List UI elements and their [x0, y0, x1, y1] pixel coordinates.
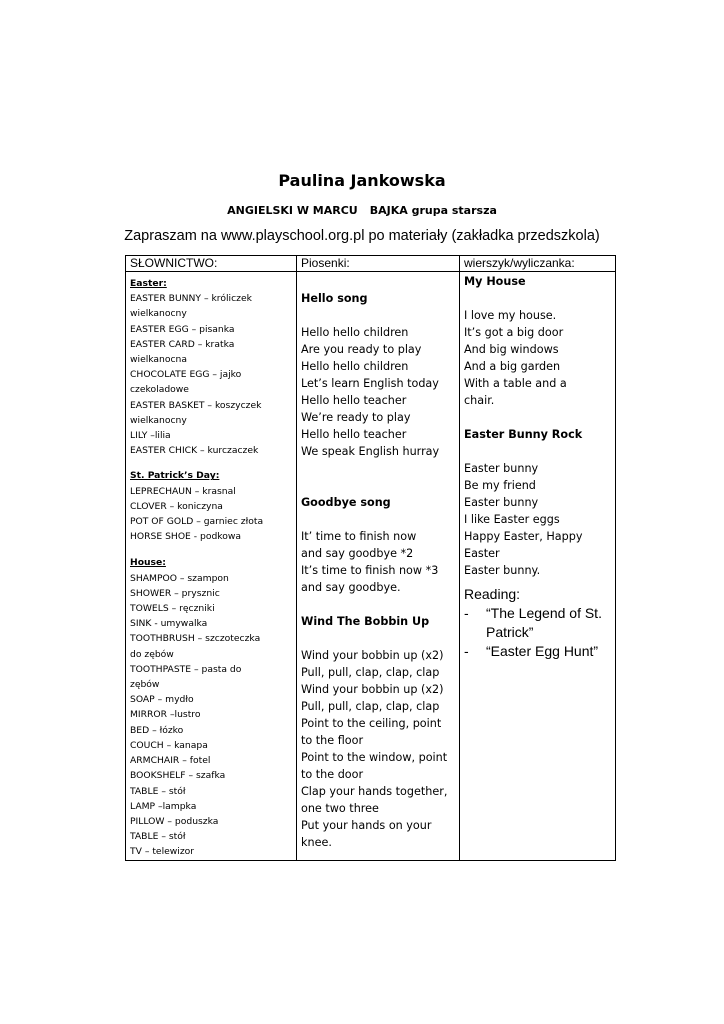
song-line: Point to the window, point: [301, 751, 448, 764]
rhyme-line: Easter: [464, 547, 500, 560]
rhyme-line: Easter bunny.: [464, 564, 541, 577]
header-songs: Piosenki:: [297, 256, 460, 272]
song-line: and say goodbye *2: [301, 547, 414, 560]
song-line: to the door: [301, 768, 364, 781]
song-line: one two three: [301, 802, 379, 815]
reading-item: - “Easter Egg Hunt”: [464, 643, 599, 659]
song-line: Hello hello children: [301, 360, 409, 373]
vocabulary-line: MIRROR –lustro: [130, 709, 201, 721]
vocabulary-line: LAMP –lampka: [130, 800, 197, 812]
rhyme-line: And big windows: [464, 343, 559, 356]
rhyme-line: Happy Easter, Happy: [464, 530, 583, 543]
header-vocabulary: SŁOWNICTWO:: [126, 256, 297, 272]
vocabulary-line: CLOVER – koniczyna: [130, 500, 223, 512]
spacer: [130, 458, 292, 468]
vocabulary-line: BED – łózko: [130, 724, 184, 736]
vocabulary-line: EASTER CHICK – kurczaczek: [130, 445, 259, 457]
song-line: Pull, pull, clap, clap, clap: [301, 666, 440, 679]
vocabulary-line: TOOTHBRUSH – szczoteczka: [130, 633, 261, 645]
vocabulary-line: HORSE SHOE - podkowa: [130, 531, 242, 543]
rhyme-title: My House: [464, 275, 526, 288]
song-line: We speak English hurray: [301, 445, 440, 458]
spacer: [464, 290, 611, 307]
song-line: to the floor: [301, 734, 364, 747]
vocabulary-line: COUCH – kanapa: [130, 739, 208, 751]
spacer: [464, 409, 611, 426]
vocabulary-line: TABLE – stół: [130, 831, 186, 843]
spacer: [301, 460, 455, 477]
rhyme-line: It’s got a big door: [464, 326, 564, 339]
song-line: Wind your bobbin up (x2): [301, 649, 444, 662]
invite-text: Zapraszam na www.playschool.org.pl po materiały (zakładka przedszkola): [124, 228, 600, 244]
spacer: [301, 273, 455, 290]
rhyme-line: I love my house.: [464, 309, 557, 322]
song-line: and say goodbye.: [301, 581, 401, 594]
song-line: We’re ready to play: [301, 411, 411, 424]
spacer: [130, 544, 292, 555]
spacer: [301, 477, 455, 494]
vocabulary-line: EASTER BASKET – koszyczek: [130, 399, 262, 411]
vocabulary-line: SHOWER – prysznic: [130, 587, 220, 599]
song-line: Wind your bobbin up (x2): [301, 683, 444, 696]
vocabulary-line: PILLOW – poduszka: [130, 815, 219, 827]
rhyme-line: Easter bunny: [464, 462, 539, 475]
song-line: Hello hello children: [301, 326, 409, 339]
song-line: Hello hello teacher: [301, 394, 407, 407]
reading-item: - “The Legend of St. Patrick”: [464, 605, 602, 640]
vocabulary-line: EASTER CARD – kratka: [130, 338, 235, 350]
spacer: [301, 307, 455, 324]
song-line: Point to the ceiling, point: [301, 717, 442, 730]
rhyme-line: Easter bunny: [464, 496, 539, 509]
vocabulary-line: BOOKSHELF – szafka: [130, 770, 226, 782]
page-title: Paulina Jankowska: [278, 171, 446, 190]
vocabulary-line: do zębów: [130, 648, 174, 660]
rhymes-cell: [460, 272, 616, 861]
spacer: [301, 511, 455, 528]
song-line: Put your hands on your: [301, 819, 432, 832]
song-line: Clap your hands together,: [301, 785, 448, 798]
subtitle-month: ANGIELSKI W MARCU: [227, 204, 358, 217]
song-line: It’s time to finish now *3: [301, 564, 439, 577]
rhyme-title: Easter Bunny Rock: [464, 428, 583, 441]
rhymes-list: [464, 273, 611, 579]
rhyme-line: Be my friend: [464, 479, 536, 492]
vocabulary-line: LEPRECHAUN – krasnal: [130, 485, 236, 497]
song-line: knee.: [301, 836, 332, 849]
vocabulary-cell: [126, 272, 297, 861]
vocabulary-line: EASTER BUNNY – króliczek: [130, 293, 252, 305]
reading-label: Reading:: [464, 586, 521, 602]
song-title: Wind The Bobbin Up: [301, 615, 430, 628]
songs-cell: [297, 272, 460, 861]
header-rhymes: wierszyk/wyliczanka:: [460, 256, 616, 272]
song-line: Are you ready to play: [301, 343, 422, 356]
vocabulary-line: TOOTHPASTE – pasta do: [130, 663, 242, 675]
vocabulary-line: SHAMPOO – szampon: [130, 572, 229, 584]
reading-section: [464, 585, 611, 661]
spacer: [464, 443, 611, 460]
vocabulary-line: wielkanocna: [130, 354, 188, 366]
reading-item-text: “Easter Egg Hunt”: [486, 643, 599, 659]
song-title: Goodbye song: [301, 496, 391, 509]
vocabulary-line: czekoladowe: [130, 384, 189, 396]
song-line: It’ time to finish now: [301, 530, 417, 543]
vocabulary-line: SINK - umywalka: [130, 618, 208, 630]
song-line: Let’s learn English today: [301, 377, 439, 390]
vocabulary-line: TABLE – stół: [130, 785, 186, 797]
lesson-table: [125, 255, 616, 861]
subtitle-group: BAJKA grupa starsza: [369, 204, 497, 217]
vocabulary-line: SOAP – mydło: [130, 694, 194, 706]
vocabulary-line: EASTER EGG – pisanka: [130, 323, 235, 335]
vocabulary-line: LILY –lilia: [130, 430, 171, 442]
vocabulary-line: POT OF GOLD – garniec złota: [130, 516, 264, 528]
reading-item-text: “The Legend of St. Patrick”: [486, 605, 602, 640]
spacer: [301, 630, 455, 647]
vocabulary-line: TOWELS – ręczniki: [130, 603, 215, 615]
rhyme-line: With a table and a: [464, 377, 567, 390]
song-line: Hello hello teacher: [301, 428, 407, 441]
vocabulary-section-heading: St. Patrick’s Day:: [130, 470, 220, 482]
vocabulary-line: CHOCOLATE EGG – jajko: [130, 369, 242, 381]
rhyme-line: And a big garden: [464, 360, 561, 373]
vocabulary-line: zębów: [130, 679, 160, 691]
spacer: [301, 596, 455, 613]
vocabulary-line: wielkanocny: [130, 414, 187, 426]
vocabulary-section-heading: House:: [130, 557, 166, 569]
vocabulary-line: wielkanocny: [130, 308, 187, 320]
vocabulary-section-heading: Easter:: [130, 278, 167, 289]
song-title: Hello song: [301, 292, 368, 305]
rhyme-line: chair.: [464, 394, 495, 407]
rhyme-line: I like Easter eggs: [464, 513, 560, 526]
vocabulary-line: TV – telewizor: [130, 846, 195, 858]
vocabulary-line: ARMCHAIR – fotel: [130, 755, 211, 767]
page-subtitle: [0, 204, 724, 217]
reading-list: [464, 604, 611, 661]
song-line: Pull, pull, clap, clap, clap: [301, 700, 440, 713]
